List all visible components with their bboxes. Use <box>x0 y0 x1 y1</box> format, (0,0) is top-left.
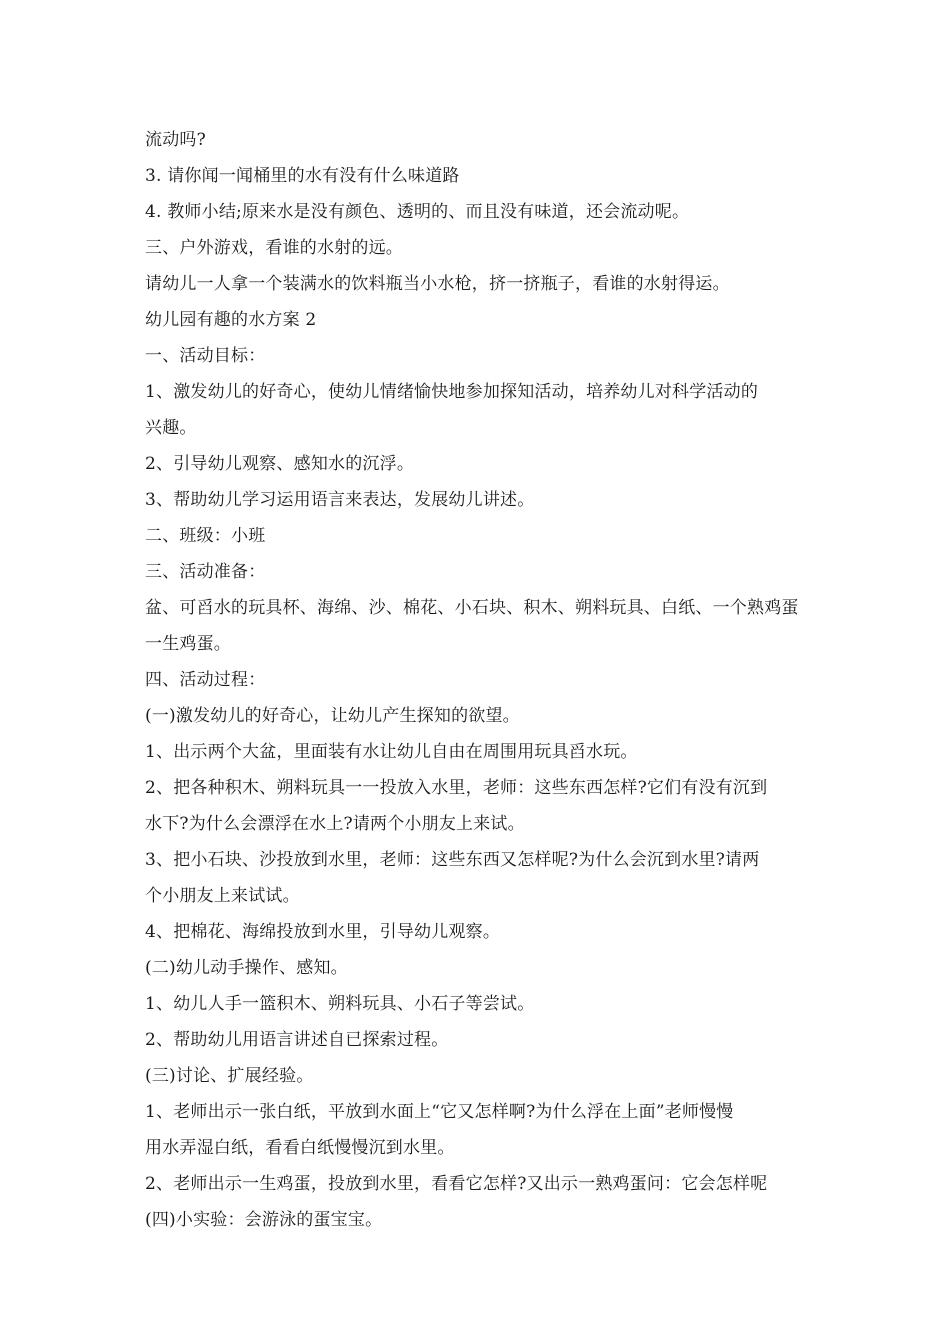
text-line: 1、老师出示一张白纸，平放到水面上“它又怎样啊?为什么浮在上面”老师慢慢 <box>145 1102 734 1122</box>
text-line: 2、把各种积木、朔料玩具一一投放入水里，老师：这些东西怎样?它们有没有沉到 <box>145 778 768 798</box>
text-line: 请幼儿一人拿一个装满水的饮料瓶当小水枪，挤一挤瓶子，看谁的水射得运。 <box>145 274 730 294</box>
text-line: 4、把棉花、海绵投放到水里，引导幼儿观察。 <box>145 922 501 942</box>
text-line: 2、老师出示一生鸡蛋，投放到水里，看看它怎样?又出示一熟鸡蛋问：它会怎样呢 <box>145 1174 768 1194</box>
text-line: 流动吗? <box>145 130 206 150</box>
text-line: 4. 教师小结;原来水是没有颜色、透明的、而且没有味道，还会流动呢。 <box>145 202 690 222</box>
text-line: 1、激发幼儿的好奇心，使幼儿情绪愉快地参加探知活动，培养幼儿对科学活动的 <box>145 382 759 402</box>
text-line: 用水弄湿白纸，看看白纸慢慢沉到水里。 <box>145 1138 455 1158</box>
text-line: 水下?为什么会漂浮在水上?请两个小朋友上来试。 <box>145 814 525 834</box>
text-line: 3、把小石块、沙投放到水里，老师：这些东西又怎样呢?为什么会沉到水里?请两 <box>145 850 760 870</box>
text-line: 个小朋友上来试试。 <box>145 886 300 906</box>
text-line: 二、班级：小班 <box>145 526 266 546</box>
text-line: 兴趣。 <box>145 418 197 438</box>
text-line: (三)讨论、扩展经验。 <box>145 1066 314 1086</box>
text-line: 一生鸡蛋。 <box>145 634 231 654</box>
text-line: 3、帮助幼儿学习运用语言来表达，发展幼儿讲述。 <box>145 490 535 510</box>
text-line: 盆、可舀水的玩具杯、海绵、沙、棉花、小石块、积木、朔料玩具、白纸、一个熟鸡蛋 <box>145 598 799 618</box>
text-line: 2、帮助幼儿用语言讲述自已探索过程。 <box>145 1030 449 1050</box>
text-line: 四、活动过程： <box>145 670 266 690</box>
text-line: (一)激发幼儿的好奇心，让幼儿产生探知的欲望。 <box>145 706 520 726</box>
text-line: 3. 请你闻一闻桶里的水有没有什么味道路 <box>145 166 460 186</box>
text-line: 幼儿园有趣的水方案 2 <box>145 310 317 330</box>
text-line: 2、引导幼儿观察、感知水的沉浮。 <box>145 454 415 474</box>
text-line: (二)幼儿动手操作、感知。 <box>145 958 348 978</box>
text-line: 1、幼儿人手一篮积木、朔料玩具、小石子等尝试。 <box>145 994 535 1014</box>
text-line: (四)小实验：会游泳的蛋宝宝。 <box>145 1210 383 1230</box>
text-line: 三、户外游戏，看谁的水射的远。 <box>145 238 403 258</box>
text-line: 三、活动准备： <box>145 562 266 582</box>
text-line: 一、活动目标： <box>145 346 266 366</box>
document-body <box>145 122 815 1238</box>
text-line: 1、出示两个大盆，里面装有水让幼儿自由在周围用玩具舀水玩。 <box>145 742 638 762</box>
